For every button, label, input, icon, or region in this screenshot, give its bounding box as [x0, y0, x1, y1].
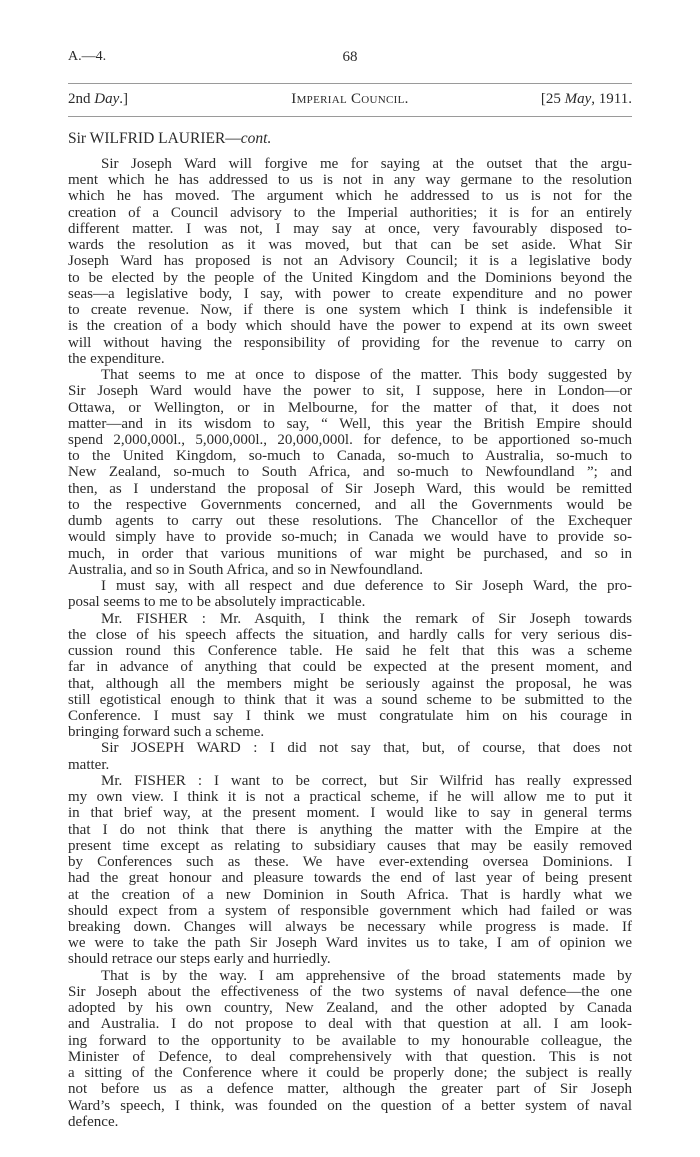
text-line: still egotistical enough to think that it was a sound scheme to be submitted to the: [68, 691, 632, 708]
text-line: matter.: [68, 756, 110, 773]
text-line: cussion round this Conference table. He said he felt that this was a scheme: [68, 643, 632, 660]
paragraph: [68, 367, 632, 578]
text-line: Australia, and so in South Africa, and so in Newfoundland.: [68, 561, 423, 578]
text-line: wards the resolution as it was moved, but that can be set aside. What Sir: [68, 237, 632, 254]
day-label: Day: [94, 91, 120, 107]
document-reference: A.—4.: [68, 49, 107, 64]
text-line: to the respective Governments concerned, and all the Governments would be: [68, 496, 632, 513]
paragraph: [68, 740, 632, 772]
continued-label: cont.: [240, 130, 272, 147]
text-line: Ottawa, or Wellington, or in Melbourne, for the matter of that, it does not: [68, 399, 632, 416]
text-line: That seems to me at once to dispose of the matter. This body suggested by: [101, 367, 632, 384]
text-line: had the great honour and pleasure towards the end of last year of being present: [68, 870, 632, 887]
text-line: a sitting of the Conference where it could be properly done; the subject is really: [68, 1065, 632, 1082]
text-line: Mr. FISHER : I want to be correct, but Sir Wilfrid has really expressed: [101, 772, 632, 789]
text-line: New Zealand, so-much to South Africa, and so-much to Newfoundland ”; and: [68, 464, 632, 481]
date-prefix: [25: [540, 91, 565, 107]
text-line: which he has moved. The argument which he addressed to us is not for the: [68, 188, 632, 205]
text-line: to the United Kingdom, so-much to Canada, so-much to Australia, so-much to: [68, 448, 632, 465]
text-line: breaking down. Changes will always be necessary while progress is made. If: [68, 919, 632, 936]
text-line: Sir Joseph Ward would have the power to sit, I suppose, here in London—or: [68, 383, 632, 400]
text-line: and Australia. I do not propose to deal with that question at all. I am look-: [68, 1016, 632, 1033]
text-line: ment which he has addressed to us is not in any way germane to the resolution: [68, 172, 632, 189]
text-line: dumb agents to carry out these resolutions. The Chancellor of the Exchequer: [68, 513, 632, 530]
text-line: Joseph Ward has proposed is not an Advisory Council; it is a legislative body: [68, 253, 632, 270]
paragraph: [68, 156, 632, 367]
text-line: will without having the responsibility of providing for the revenue to carry on: [68, 334, 632, 351]
day-suffix: .]: [119, 91, 128, 107]
text-line: spend 2,000,000l., 5,000,000l., 20,000,000l. for defence, to be apportioned so-much: [68, 431, 632, 448]
page-header: [68, 49, 632, 67]
text-line: at the creation of a new Dominion in South Africa. That is hardly what we: [68, 886, 632, 903]
header-rule-bottom: [68, 116, 632, 117]
text-line: the expenditure.: [68, 350, 165, 367]
text-line: Sir Joseph about the effectiveness of the two systems of naval defence—the one: [68, 983, 632, 1000]
text-line: should expect from a system of responsible government which had failed or was: [68, 902, 632, 919]
text-line: different matter. I was not, I may say at once, very favourably disposed to-: [68, 220, 632, 237]
text-line: adopted by his own country, New Zealand, and the other adopted by Canada: [68, 1000, 632, 1017]
text-line: that I do not think that there is anything the matter with the Empire at the: [68, 821, 632, 838]
text-line: in that brief way, at the present moment. I would like to say in general terms: [68, 805, 632, 822]
text-line: would simply have to provide so-much; in Canada we would have to provide so-: [68, 529, 632, 546]
text-line: far in advance of anything that could be expected at the present moment, and: [68, 659, 632, 676]
text-line: Conference. I must say I think we must congratulate him on his courage in: [68, 707, 632, 724]
page-number: 68: [342, 49, 358, 65]
text-line: defence.: [68, 1113, 119, 1130]
text-line: present time except as relating to subsidiary causes that may be easily removed: [68, 837, 632, 854]
text-line: much, in order that various munitions of war might be purchased, and so in: [68, 545, 632, 562]
text-line: I must say, with all respect and due deference to Sir Joseph Ward, the pro-: [101, 578, 632, 595]
day-prefix: 2nd: [68, 91, 95, 107]
header-rule-top: [68, 83, 632, 84]
date-month: May: [564, 91, 592, 107]
text-line: ing forward to the opportunity to be available to my honourable colleague, the: [68, 1032, 632, 1049]
text-line: creation of a Council advisory to the Imperial authorities; it is for an entirely: [68, 204, 632, 221]
text-line: is the creation of a body which should have the power to expend at its own sweet: [68, 318, 632, 335]
document-body: [68, 156, 632, 1130]
text-line: posal seems to me to be absolutely impracticable.: [68, 594, 366, 611]
text-line: to create revenue. Now, if there is one system which I think is indefensible it: [68, 302, 632, 319]
text-line: by Conferences such as these. We have ever-extending oversea Dominions. I: [68, 854, 632, 871]
text-line: That is by the way. I am apprehensive of the broad statements made by: [101, 967, 632, 984]
text-line: should retrace our steps early and hurriedly.: [68, 951, 331, 968]
text-line: matter—and in its wisdom to say, “ Well, this year the British Empire should: [68, 415, 632, 432]
running-head-title: Imperial Council.: [291, 91, 409, 107]
text-line: Ward’s speech, I think, was founded on the question of a better system of naval: [68, 1097, 632, 1114]
running-head: [68, 91, 632, 109]
text-line: Mr. FISHER : Mr. Asquith, I think the remark of Sir Joseph towards: [101, 610, 632, 627]
text-line: to be elected by the people of the United Kingdom and the Dominions beyond the: [68, 269, 632, 286]
text-line: seas—a legislative body, I say, with power to create expenditure and no power: [68, 285, 632, 302]
text-line: we were to take the path Sir Joseph Ward invites us to take, I am of opinion we: [68, 935, 632, 952]
text-line: Minister of Defence, to deal comprehensively with that question. This is not: [68, 1048, 632, 1065]
text-line: Sir Joseph Ward will forgive me for saying at the outset that the argu-: [101, 156, 632, 172]
paragraph: [68, 968, 632, 1130]
text-line: bringing forward such a scheme.: [68, 724, 265, 741]
paragraph: [68, 578, 632, 610]
text-line: the close of his speech affects the situation, and hardly calls for very serious dis-: [68, 626, 632, 643]
text-line: then, as I understand the proposal of Sir Joseph Ward, this would be remitted: [68, 480, 632, 497]
text-line: that, although all the members might be seriously against the proposal, he was: [68, 675, 632, 692]
speaker-name: Sir WILFRID LAURIER—: [68, 130, 241, 147]
speaker-heading: [68, 130, 271, 148]
paragraph: [68, 611, 632, 741]
running-head-date: [541, 91, 632, 108]
text-line: Sir JOSEPH WARD : I did not say that, but, of course, that does not: [101, 740, 632, 757]
text-line: my own view. I think it is not a practical scheme, if he will allow me to put it: [68, 789, 632, 806]
text-line: not before us as a defence matter, although the greater part of Sir Joseph: [68, 1081, 632, 1098]
date-suffix: , 1911.: [591, 91, 632, 107]
paragraph: [68, 773, 632, 968]
